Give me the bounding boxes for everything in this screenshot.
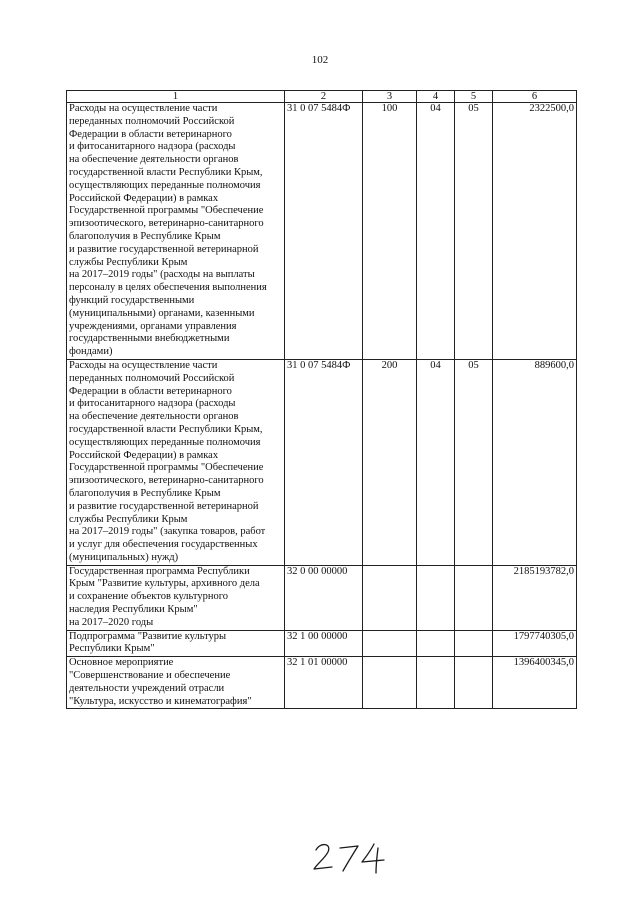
- row-section: [417, 630, 455, 657]
- handwritten-page-number: [310, 838, 400, 878]
- row-target-code: 32 1 00 00000: [285, 630, 363, 657]
- row-subsection: [455, 630, 493, 657]
- row-section: 04: [417, 359, 455, 565]
- row-amount: 1396400345,0: [493, 657, 577, 709]
- row-name: Подпрограмма "Развитие культуры Республики Крым": [67, 630, 285, 657]
- table-header-row: [67, 91, 577, 103]
- row-section: 04: [417, 103, 455, 360]
- row-expense-type: [363, 630, 417, 657]
- row-amount: 2185193782,0: [493, 565, 577, 630]
- row-expense-type: [363, 565, 417, 630]
- table-row: [67, 103, 577, 360]
- table-row: [67, 657, 577, 709]
- row-section: [417, 657, 455, 709]
- row-expense-type: [363, 657, 417, 709]
- row-target-code: 31 0 07 5484Ф: [285, 359, 363, 565]
- column-header: 3: [363, 91, 417, 103]
- row-name: Основное мероприятие "Совершенствование и обеспечение деятельности учреждений отрасли "Культура, искусство и кинематография": [67, 657, 285, 709]
- row-amount: 2322500,0: [493, 103, 577, 360]
- table-row: [67, 359, 577, 565]
- column-header: 5: [455, 91, 493, 103]
- column-header: 6: [493, 91, 577, 103]
- row-amount: 1797740305,0: [493, 630, 577, 657]
- row-name: Расходы на осуществление части переданных полномочий Российской Федерации в области ветеринарного и фитосанитарного надзора (расходы на обеспечение деятельности органов государственной власти Республики Крым, осуществляющих переданные полномочия Российской Федерации) в рамках Государственной программы "Обеспечение эпизоотического, ветеринарно-санитарного благополучия в Республике Крым и развитие государственной ветеринарной службы Республики Крым на 2017–2019 годы" (закупка товаров, работ и услуг для обеспечения государственных (муниципальных) нужд): [67, 359, 285, 565]
- row-target-code: 31 0 07 5484Ф: [285, 103, 363, 360]
- row-subsection: 05: [455, 359, 493, 565]
- table-row: [67, 565, 577, 630]
- column-header: 1: [67, 91, 285, 103]
- row-target-code: 32 1 01 00000: [285, 657, 363, 709]
- column-header: 4: [417, 91, 455, 103]
- row-subsection: [455, 565, 493, 630]
- column-header: 2: [285, 91, 363, 103]
- row-amount: 889600,0: [493, 359, 577, 565]
- row-name: Государственная программа Республики Крым "Развитие культуры, архивного дела и сохранение объектов культурного наследия Республики Крым" на 2017–2020 годы: [67, 565, 285, 630]
- page-number: 102: [311, 54, 329, 66]
- budget-table: [66, 90, 577, 709]
- row-name: Расходы на осуществление части переданных полномочий Российской Федерации в области ветеринарного и фитосанитарного надзора (расходы на обеспечение деятельности органов государственной власти Республики Крым, осуществляющих переданные полномочия Российской Федерации) в рамках Государственной программы "Обеспечение эпизоотического, ветеринарно-санитарного благополучия в Республике Крым и развитие государственной ветеринарной службы Республики Крым на 2017–2019 годы" (расходы на выплаты персоналу в целях обеспечения выполнения функций государственными (муниципальными) органами, казенными учреждениями, органами управления государственными внебюджетными фондами): [67, 103, 285, 360]
- table-row: [67, 630, 577, 657]
- row-section: [417, 565, 455, 630]
- row-expense-type: 100: [363, 103, 417, 360]
- row-subsection: 05: [455, 103, 493, 360]
- row-subsection: [455, 657, 493, 709]
- row-expense-type: 200: [363, 359, 417, 565]
- row-target-code: 32 0 00 00000: [285, 565, 363, 630]
